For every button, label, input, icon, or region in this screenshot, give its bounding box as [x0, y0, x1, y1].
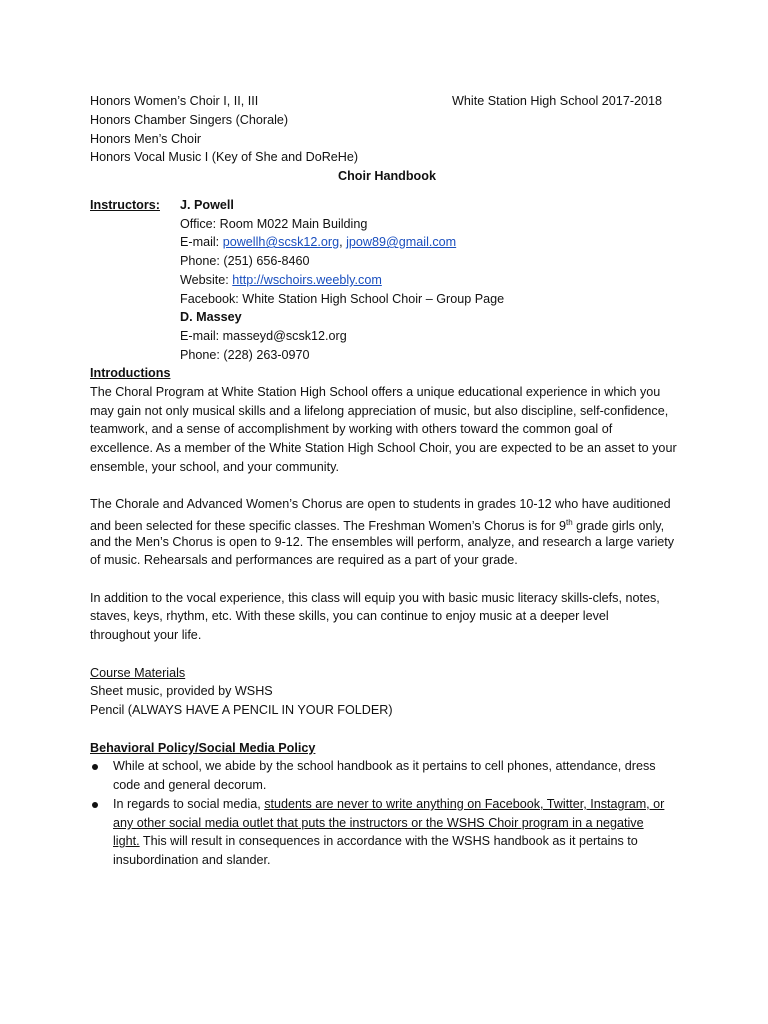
- powell-facebook: Facebook: White Station High School Choir – Group Page: [180, 292, 505, 306]
- intro-p2-text-b: grade girls only,: [572, 519, 665, 534]
- course-line-1: Honors Women’s Choir I, II, III: [90, 94, 259, 108]
- intro-p2-line: The Chorale and Advanced Women’s Chorus are open to students in grades 10-12 who have auditioned: [90, 497, 671, 511]
- course-line-2: Honors Chamber Singers (Chorale): [90, 113, 289, 127]
- intro-p2-line: and the Men’s Chorus is open to 9-12. The ensembles will perform, analyze, and research a large variety: [90, 535, 675, 549]
- instructors-label: Instructors:: [90, 198, 160, 212]
- bullet-icon: [92, 764, 98, 770]
- instructor-massey-name: D. Massey: [180, 310, 242, 324]
- powell-phone: Phone: (251) 656-8460: [180, 254, 310, 268]
- policy-bullet-2-line: [113, 795, 664, 814]
- intro-p2-text-a: and been selected for these specific classes. The Freshman Women’s Chorus is for 9: [90, 519, 566, 534]
- intro-p1-line: teamwork, and a sense of accomplishment by working with others toward the common goal of: [90, 422, 613, 436]
- ordinal-superscript: th: [566, 518, 573, 527]
- course-line-3: Honors Men’s Choir: [90, 132, 202, 146]
- powell-email-link-1[interactable]: powellh@scsk12.org: [222, 235, 340, 249]
- website-label: Website:: [180, 273, 233, 287]
- introductions-heading: Introductions: [90, 366, 171, 380]
- massey-email: E-mail: masseyd@scsk12.org: [180, 329, 347, 343]
- email-separator: ,: [339, 235, 347, 249]
- intro-p1-line: ensemble, your school, and your community.: [90, 460, 339, 474]
- powell-email-line: [180, 233, 456, 252]
- materials-item: Pencil (ALWAYS HAVE A PENCIL IN YOUR FOLDER): [90, 703, 393, 717]
- document-title: Choir Handbook: [338, 169, 436, 183]
- policy-bullet-2-line: [113, 832, 638, 851]
- bullet-icon: [92, 802, 98, 808]
- intro-p2-line: of music. Rehearsals and performances are required as a part of your grade.: [90, 553, 518, 567]
- policy-heading: Behavioral Policy/Social Media Policy: [90, 741, 316, 755]
- massey-phone: Phone: (228) 263-0970: [180, 348, 310, 362]
- materials-heading: Course Materials: [90, 666, 186, 680]
- policy-bullet-1-line: code and general decorum.: [113, 778, 267, 792]
- intro-p3-line: throughout your life.: [90, 628, 202, 642]
- intro-p1-line: The Choral Program at White Station High School offers a unique educational experience in which you: [90, 385, 661, 399]
- intro-p3-line: In addition to the vocal experience, this class will equip you with basic music literacy skills-clefs, notes,: [90, 591, 660, 605]
- policy-bullet-2-line: insubordination and slander.: [113, 853, 271, 867]
- bullet-2-plain: In regards to social media,: [113, 797, 265, 811]
- policy-bullet-2-line: any other social media outlet that puts the instructors or the WSHS Choir program in a negative: [113, 816, 644, 830]
- bullet-2-underlined: students are never to write anything on Facebook, Twitter, Instagram, or: [264, 797, 665, 811]
- policy-bullet-1-line: While at school, we abide by the school handbook as it pertains to cell phones, attendance, dress: [113, 759, 656, 773]
- powell-email-label: E-mail:: [180, 235, 223, 249]
- bullet-2-plain: This will result in consequences in accordance with the WSHS handbook as it pertains to: [139, 834, 638, 848]
- course-line-4: Honors Vocal Music I (Key of She and DoReHe): [90, 150, 359, 164]
- intro-p1-line: excellence. As a member of the White Station High School Choir, you are expected to be an asset to your: [90, 441, 677, 455]
- website-link[interactable]: http://wschoirs.weebly.com: [232, 273, 382, 287]
- powell-website-line: [180, 271, 382, 290]
- intro-p3-line: staves, keys, rhythm, etc. With these skills, you can continue to enjoy music at a deeper level: [90, 609, 609, 623]
- intro-p1-line: may gain not only musical skills and a lifelong appreciation of music, but also discipline, self-confidence,: [90, 404, 669, 418]
- powell-office: Office: Room M022 Main Building: [180, 217, 368, 231]
- bullet-2-underlined: light.: [113, 834, 140, 848]
- powell-email-link-2[interactable]: jpow89@gmail.com: [346, 235, 457, 249]
- school-year: White Station High School 2017-2018: [452, 94, 663, 108]
- instructor-powell-name: J. Powell: [180, 198, 234, 212]
- materials-item: Sheet music, provided by WSHS: [90, 684, 273, 698]
